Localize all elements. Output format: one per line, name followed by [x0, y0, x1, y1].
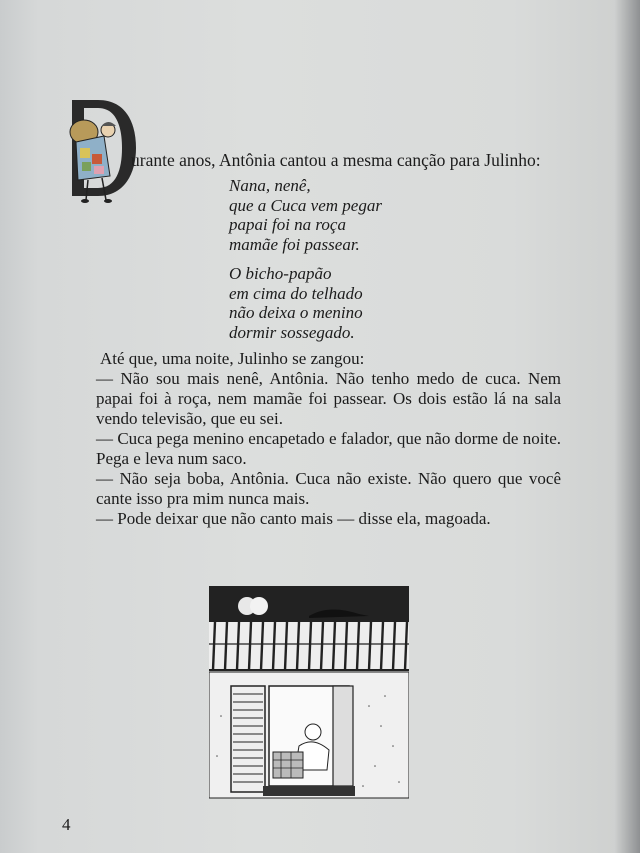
- poem-line: que a Cuca vem pegar: [229, 195, 382, 215]
- paragraph: Até que, uma noite, Julinho se zangou:: [100, 349, 365, 368]
- poem-stanza-2: [229, 264, 363, 342]
- paragraph: — Não seja boba, Antônia. Cuca não existe. Não quero que você cante isso pra mim nunca mais.: [96, 469, 561, 508]
- house-illustration: [209, 586, 409, 808]
- poem-line: dormir sossegado.: [229, 322, 355, 342]
- first-line: urante anos, Antônia cantou a mesma canção para Julinho:: [131, 150, 541, 170]
- paragraph-text: — Não sou mais nenê, Antônia. Não tenho medo de cuca. Nem papai foi à roça, nem mamãe foi passear. Os dois estão lá na sala vendo televisão, que eu sei.: [96, 369, 561, 428]
- paragraph: [96, 369, 561, 429]
- poem-stanza-1: [229, 176, 382, 254]
- house-window-illustration: [209, 586, 409, 808]
- poem-line: papai foi na roça: [229, 215, 346, 234]
- poem-line: mamãe foi passear.: [229, 234, 360, 254]
- cuca-witch-drop-cap: [58, 96, 138, 208]
- poem-line: O bicho-papão: [229, 264, 332, 283]
- prose-block: [96, 349, 561, 529]
- poem-line: em cima do telhado: [229, 283, 363, 303]
- page-number: 4: [62, 815, 71, 834]
- poem-line: não deixa o menino: [229, 303, 363, 322]
- drop-cap-illustration: [58, 96, 138, 208]
- poem-line: Nana, nenê,: [229, 176, 311, 195]
- paragraph: — Pode deixar que não canto mais — disse ela, magoada.: [96, 509, 491, 528]
- paragraph: — Cuca pega menino encapetado e falador, que não dorme de noite. Pega e leva num saco.: [96, 429, 561, 468]
